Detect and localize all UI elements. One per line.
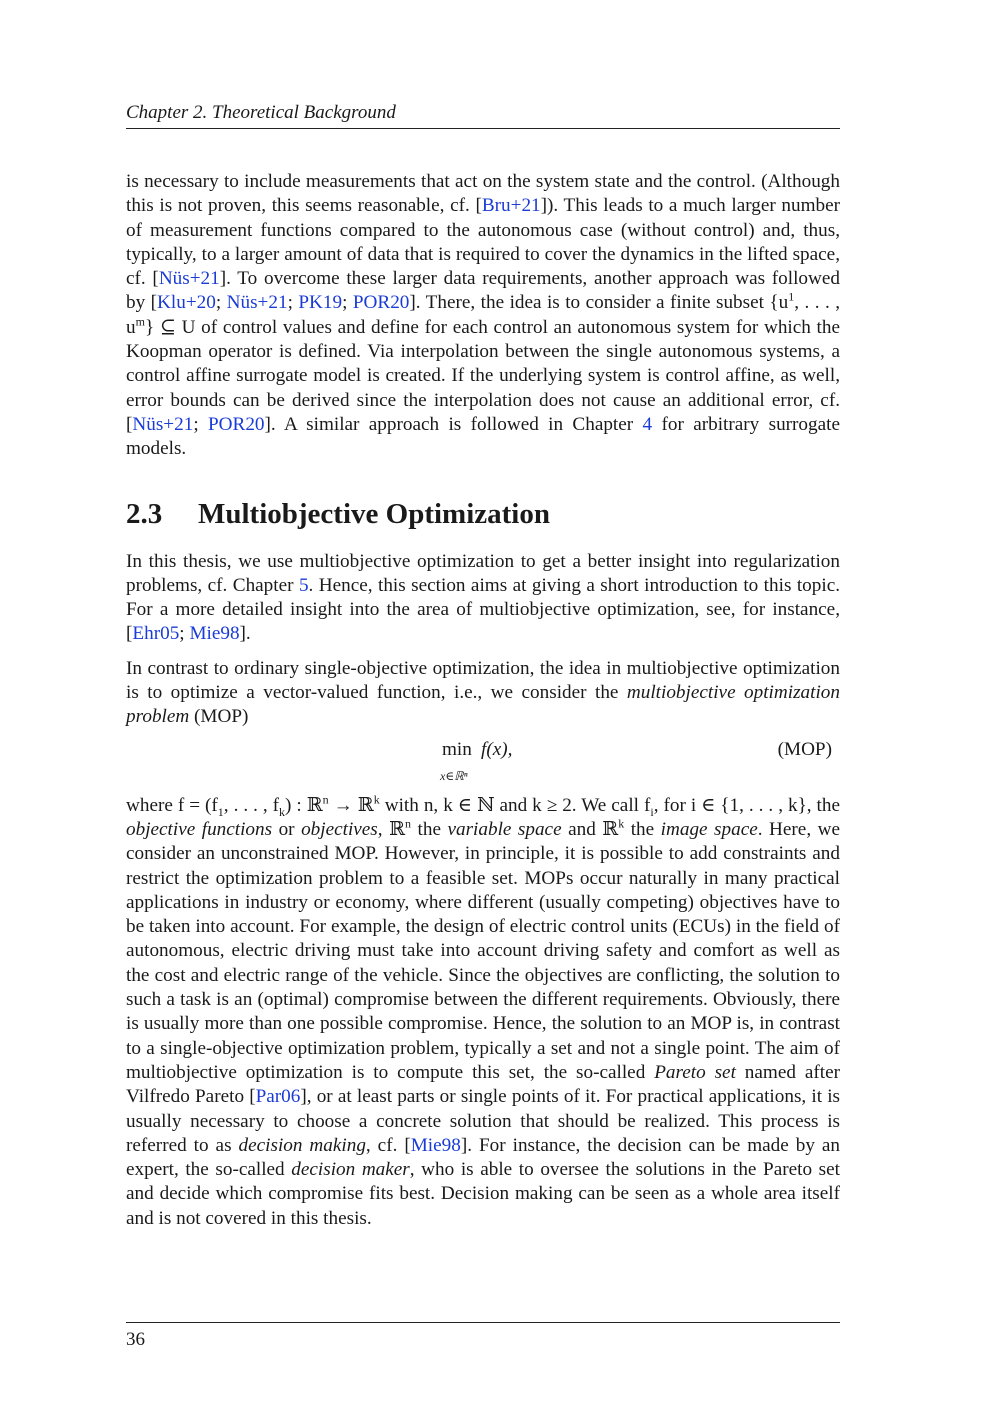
text: named after Vilfredo Pareto [ <box>126 1061 840 1108</box>
page <box>126 0 840 1414</box>
page-footer <box>126 1322 840 1351</box>
text: ]. <box>239 623 251 645</box>
separator: ; <box>179 623 190 645</box>
citation-mie98[interactable]: Mie98 <box>189 623 240 645</box>
text: ]. To overcome these larger data requirements, another approach was followed by [ <box>126 268 840 314</box>
emphasis: variable space <box>447 818 562 840</box>
citation-nus21[interactable]: Nüs+21 <box>226 292 288 314</box>
text: (MOP) <box>189 706 249 728</box>
paragraph-intro <box>126 550 840 647</box>
superscript: 1 <box>788 290 795 305</box>
body-text <box>126 170 840 1231</box>
emphasis: multiobjective optimization problem <box>126 682 840 728</box>
text: with n, k ∈ ℕ and k ≥ 2. We call f <box>379 794 651 816</box>
text: ]. For instance, the decision can be made by an expert, the so-called <box>126 1134 841 1181</box>
text: → ℝ <box>328 794 374 816</box>
text: , . . . , u <box>126 292 840 338</box>
equation-mop <box>126 734 840 792</box>
superscript: n <box>322 792 329 807</box>
section-heading <box>126 496 840 532</box>
running-header: Chapter 2. Theoretical Background <box>126 100 840 129</box>
citation-ehr05[interactable]: Ehr05 <box>132 623 180 645</box>
text: . Hence, this section aims at giving a short introduction to this topic. For a more detailed insight into the area of multiobjective optimization, see, for instance, [ <box>126 574 841 645</box>
text: ]. There, the idea is to consider a finite subset {u <box>409 292 789 314</box>
emphasis: decision making <box>238 1134 366 1156</box>
superscript: k <box>373 792 380 807</box>
citation-nus21[interactable]: Nüs+21 <box>132 413 194 435</box>
separator: ; <box>342 292 353 314</box>
citation-mie98[interactable]: Mie98 <box>410 1134 461 1156</box>
separator: ; <box>193 413 209 435</box>
paragraph-mop-definition <box>126 657 840 730</box>
superscript: n <box>405 816 412 831</box>
superscript: k <box>618 816 625 831</box>
page-number: 36 <box>126 1329 145 1350</box>
text: and ℝ <box>561 818 619 840</box>
chapter-ref-5[interactable]: 5 <box>298 574 309 596</box>
text: ) : ℝ <box>285 794 323 816</box>
section-number: 2.3 <box>126 497 163 530</box>
emphasis: Pareto set <box>654 1061 736 1083</box>
citation-pk19[interactable]: PK19 <box>298 292 343 314</box>
text: ]. A similar approach is followed in Chapter <box>264 413 643 435</box>
emphasis: image space <box>660 818 758 840</box>
superscript: m <box>135 314 145 329</box>
text: In this thesis, we use multiobjective optimization to get a better insight into regularization problems, cf. Chapter <box>126 550 840 596</box>
equation-expression: f(x), <box>481 738 513 760</box>
section-title: Multiobjective Optimization <box>198 497 550 530</box>
text: for arbitrary surrogate models. <box>126 413 840 460</box>
paragraph-mop-explanation <box>126 794 840 1231</box>
subscript: k <box>279 804 286 819</box>
text: where f = (f <box>126 794 218 816</box>
text: is necessary to include measurements that act on the system state and the control. (Although this is not proven, this seems reasonable, cf. [ <box>126 171 840 217</box>
text: , for i ∈ {1, . . . , k}, the <box>653 794 840 816</box>
text: . Here, we consider an unconstrained MOP. However, in principle, it is possible to add constraints and restrict the optimization problem to a feasible set. MOPs occur naturally in many practical applications in industry or economy, where different (usually competing) objectives have to be taken into account. For example, the design of electric control units (ECUs) in the field of autonomous, electric driving must take into account driving safety and comfort as well as the cost and electric range of the vehicle. Since the objectives are conflicting, the solution to such a task is an (optimal) compromise between the different requirements. Obviously, there is usually more than one possible compromise. Hence, the solution to an MOP is, in contrast to a single-objective optimization problem, typically a set and not a single point. The aim of multiobjective optimization is to compute this set, the so-called <box>126 818 840 1083</box>
text: ], or at least parts or single points of it. For practical applications, it is usually necessary to choose a concrete solution that should be realized. This process is referred to as <box>126 1086 840 1156</box>
citation-klu20[interactable]: Klu+20 <box>157 292 216 314</box>
citation-por20[interactable]: POR20 <box>208 413 265 435</box>
citation-por20[interactable]: POR20 <box>352 292 410 314</box>
text: or <box>272 818 302 840</box>
paragraph-koopman-control <box>126 170 840 462</box>
text: the <box>624 818 661 840</box>
subscript: i <box>650 804 654 819</box>
text: In contrast to ordinary single-objective optimization, the idea in multiobjective optimization is to optimize a vector-valued function, i.e., we consider the <box>126 657 840 704</box>
text: the <box>411 818 448 840</box>
citation-bru21[interactable]: Bru+21 <box>481 195 541 217</box>
emphasis: decision maker <box>291 1159 410 1181</box>
separator: ; <box>215 292 227 314</box>
emphasis: objective functions <box>126 818 273 840</box>
citation-nus21[interactable]: Nüs+21 <box>158 268 220 290</box>
subscript: 1 <box>217 804 224 819</box>
citation-par06[interactable]: Par06 <box>255 1086 301 1108</box>
separator: ; <box>287 292 299 314</box>
equation-label: (MOP) <box>777 738 832 760</box>
equation-operator: min <box>442 738 472 760</box>
text: , ℝ <box>377 818 406 840</box>
chapter-ref-4[interactable]: 4 <box>642 413 653 435</box>
text: , . . . , f <box>223 794 280 816</box>
text: } ⊆ U of control values and define for each control an autonomous system for which the Koopman operator is defined. Via interpolation between the single autonomous systems, a control affine surrogate model is created. If the underlying system is control affine, as well, error bounds can be derived since the interpolation does not cause an additional error, cf. [ <box>126 316 840 435</box>
text: , who is able to oversee the solutions in the Pareto set and decide which compromise fits best. Decision making can be seen as a whole area itself and is not covered in this thesis. <box>126 1159 840 1229</box>
equation-subscript: x∈ℝⁿ <box>440 768 468 783</box>
text: ]). This leads to a much larger number of measurement functions compared to the autonomous case (without control) and, thus, typically, to a larger amount of data that is required to cover the dynamics in the lifted space, cf. [ <box>126 195 841 290</box>
emphasis: objectives <box>301 818 378 840</box>
text: , cf. [ <box>365 1134 411 1156</box>
